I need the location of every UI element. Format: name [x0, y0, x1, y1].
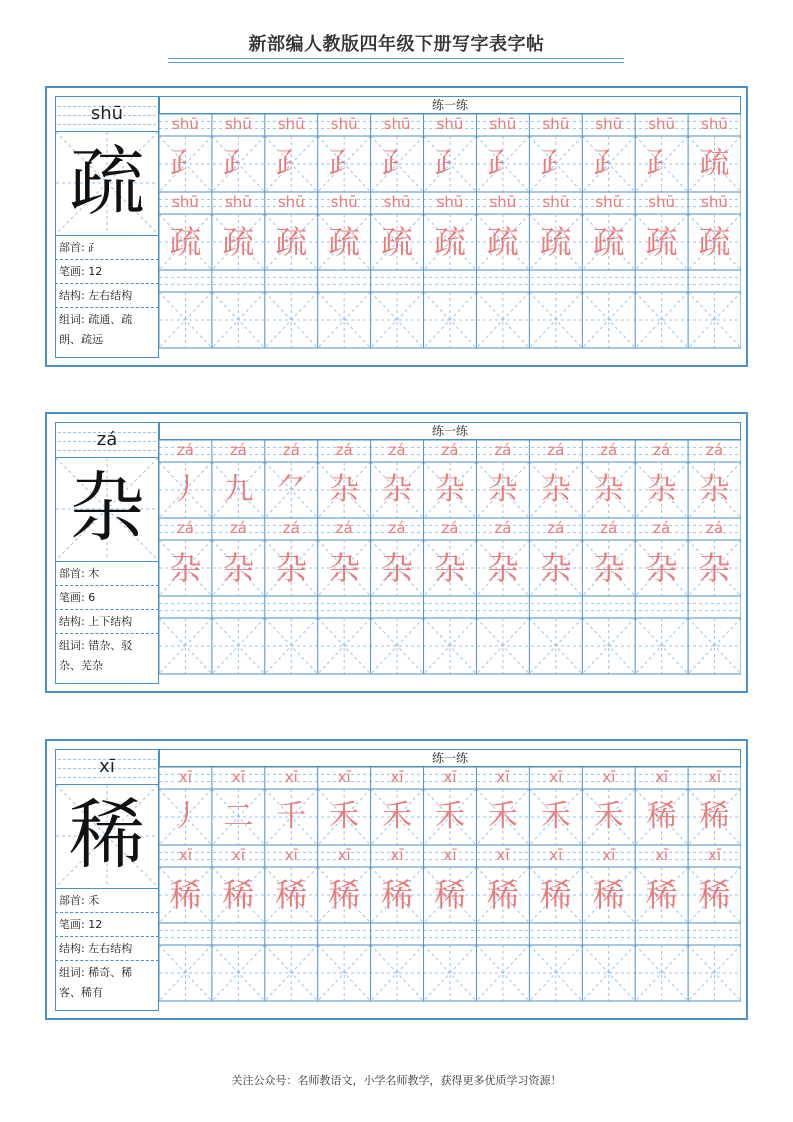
structure-label: 结构: 上下结构	[55, 610, 159, 634]
trace-pinyin: zá	[441, 519, 459, 537]
word-examples-line-1: 组词: 错杂、驳	[59, 639, 133, 652]
trace-character: 疏	[275, 223, 308, 261]
stroke-order-character: 稀	[646, 799, 677, 834]
stroke-order-character: 丿	[170, 472, 201, 507]
trace-pinyin: zá	[441, 441, 459, 459]
word-examples-line-2: 杂、芜杂	[59, 659, 103, 672]
trace-character: 杂	[433, 549, 466, 587]
main-character: 杂	[69, 463, 145, 552]
trace-pinyin: shū	[172, 193, 199, 211]
main-pinyin: zá	[96, 429, 118, 450]
trace-character: 疏	[698, 223, 731, 261]
stroke-order-character: 杂	[540, 472, 571, 507]
character-block	[45, 739, 748, 1020]
stroke-order-character: 杂	[487, 472, 518, 507]
trace-pinyin: shū	[701, 193, 728, 211]
trace-pinyin: zá	[600, 441, 618, 459]
trace-pinyin: zá	[388, 519, 406, 537]
trace-pinyin: xī	[655, 846, 669, 864]
trace-character: 稀	[539, 876, 572, 914]
trace-character: 稀	[222, 876, 255, 914]
trace-pinyin: xī	[655, 768, 669, 786]
trace-character: 疏	[169, 223, 202, 261]
trace-pinyin: xī	[231, 768, 245, 786]
trace-pinyin: zá	[335, 441, 353, 459]
stroke-order-character: 二	[223, 799, 254, 834]
title-rule-bottom	[168, 62, 624, 63]
trace-pinyin: zá	[705, 519, 724, 537]
trace-character: 稀	[381, 876, 414, 914]
stroke-order-character: 九	[223, 472, 254, 507]
trace-character: 疏	[381, 223, 414, 261]
trace-character: 杂	[381, 549, 414, 587]
trace-pinyin: xī	[443, 846, 457, 864]
trace-pinyin: shū	[224, 115, 252, 133]
trace-pinyin: zá	[600, 519, 618, 537]
trace-pinyin: xī	[708, 768, 722, 786]
trace-pinyin: shū	[277, 115, 305, 133]
stroke-order-character: ⺪	[170, 146, 201, 181]
trace-character: 杂	[592, 549, 625, 587]
main-pinyin: shū	[90, 103, 124, 124]
trace-character: 杂	[486, 549, 519, 587]
stroke-order-character: ⺪	[434, 146, 465, 181]
stroke-count-label: 笔画: 12	[55, 913, 159, 937]
trace-pinyin: zá	[547, 519, 565, 537]
stroke-order-character: ⺪	[646, 146, 677, 181]
word-examples-line-1: 组词: 疏通、疏	[59, 313, 133, 326]
trace-pinyin: zá	[494, 519, 512, 537]
trace-character: 疏	[645, 223, 678, 261]
practice-heading: 练一练	[159, 422, 741, 440]
trace-pinyin: zá	[547, 441, 565, 459]
practice-heading: 练一练	[159, 749, 741, 767]
trace-pinyin: shū	[330, 115, 358, 133]
trace-pinyin: shū	[648, 115, 676, 133]
stroke-order-character: 杂	[329, 472, 360, 507]
trace-pinyin: shū	[489, 115, 517, 133]
trace-pinyin: shū	[595, 193, 623, 211]
trace-pinyin: shū	[701, 115, 728, 133]
pinyin-guide-line	[58, 777, 156, 778]
trace-character: 杂	[169, 549, 202, 587]
trace-character: 稀	[433, 876, 466, 914]
trace-pinyin: shū	[330, 193, 358, 211]
trace-pinyin: zá	[229, 441, 247, 459]
trace-pinyin: shū	[436, 115, 464, 133]
trace-character: 杂	[698, 549, 731, 587]
radical-label: 部首: ⺪	[55, 236, 159, 260]
stroke-order-character: ⺪	[487, 146, 518, 181]
trace-character: 稀	[645, 876, 678, 914]
trace-pinyin: xī	[496, 768, 510, 786]
trace-pinyin: xī	[231, 846, 245, 864]
stroke-order-character: 杂	[593, 472, 624, 507]
trace-pinyin: zá	[282, 519, 300, 537]
word-examples-line-1: 组词: 稀奇、稀	[59, 966, 133, 979]
trace-character: 稀	[698, 876, 731, 914]
trace-pinyin: xī	[337, 768, 351, 786]
trace-pinyin: shū	[383, 193, 411, 211]
stroke-count-label: 笔画: 6	[55, 586, 159, 610]
trace-character: 杂	[275, 549, 308, 587]
trace-pinyin: zá	[705, 441, 724, 459]
trace-pinyin: xī	[390, 846, 404, 864]
structure-label: 结构: 左右结构	[55, 937, 159, 961]
stroke-order-character: 禾	[487, 799, 518, 834]
trace-character: 杂	[328, 549, 361, 587]
trace-character: 疏	[592, 223, 625, 261]
stroke-order-character: ⺈	[276, 472, 307, 507]
trace-pinyin: shū	[436, 193, 464, 211]
trace-pinyin: zá	[176, 441, 194, 459]
title-rule-top	[168, 58, 624, 59]
stroke-order-character: 杂	[646, 472, 677, 507]
trace-pinyin: zá	[282, 441, 300, 459]
trace-pinyin: xī	[178, 768, 192, 786]
page-title: 新部编人教版四年级下册写字表字帖	[248, 34, 545, 55]
stroke-order-character: ⺪	[223, 146, 254, 181]
trace-character: 稀	[328, 876, 361, 914]
pinyin-box	[55, 749, 159, 785]
character-block	[45, 412, 748, 693]
trace-character: 疏	[222, 223, 255, 261]
pinyin-box	[55, 96, 159, 132]
practice-heading: 练一练	[159, 96, 741, 114]
stroke-order-character: 禾	[593, 799, 624, 834]
pinyin-guide-line	[58, 124, 156, 125]
trace-pinyin: shū	[595, 115, 623, 133]
trace-character: 稀	[592, 876, 625, 914]
trace-pinyin: shū	[542, 115, 570, 133]
trace-pinyin: shū	[172, 115, 199, 133]
trace-pinyin: xī	[496, 846, 510, 864]
pinyin-guide-line	[58, 450, 156, 451]
trace-pinyin: zá	[653, 441, 671, 459]
word-examples	[55, 634, 159, 684]
word-examples	[55, 961, 159, 1011]
trace-pinyin: xī	[602, 768, 616, 786]
stroke-order-character: 稀	[699, 799, 730, 834]
trace-pinyin: shū	[277, 193, 305, 211]
stroke-order-character: ⺪	[329, 146, 360, 181]
trace-pinyin: xī	[284, 768, 298, 786]
stroke-order-character: 禾	[434, 799, 465, 834]
radical-label: 部首: 禾	[55, 889, 159, 913]
trace-pinyin: shū	[383, 115, 411, 133]
trace-character: 稀	[486, 876, 519, 914]
trace-pinyin: shū	[648, 193, 676, 211]
trace-pinyin: xī	[549, 846, 563, 864]
main-character: 疏	[69, 137, 145, 226]
stroke-order-character: 杂	[434, 472, 465, 507]
word-examples-line-2: 客、稀有	[59, 986, 103, 999]
word-examples-line-2: 朗、疏远	[59, 333, 103, 346]
trace-pinyin: xī	[602, 846, 616, 864]
trace-character: 疏	[539, 223, 572, 261]
trace-pinyin: xī	[178, 846, 192, 864]
stroke-order-character: ⺪	[276, 146, 307, 181]
structure-label: 结构: 左右结构	[55, 284, 159, 308]
trace-character: 疏	[486, 223, 519, 261]
main-character: 稀	[69, 790, 145, 879]
radical-label: 部首: 木	[55, 562, 159, 586]
stroke-order-character: ⺪	[382, 146, 413, 181]
stroke-order-character: 禾	[329, 799, 360, 834]
trace-character: 疏	[328, 223, 361, 261]
main-character-box	[55, 785, 159, 889]
trace-pinyin: shū	[542, 193, 570, 211]
stroke-order-character: 杂	[382, 472, 413, 507]
trace-pinyin: shū	[489, 193, 517, 211]
stroke-order-character: 禾	[382, 799, 413, 834]
trace-pinyin: zá	[494, 441, 512, 459]
trace-pinyin: shū	[224, 193, 252, 211]
trace-pinyin: zá	[388, 441, 406, 459]
main-character-box	[55, 132, 159, 236]
trace-character: 杂	[222, 549, 255, 587]
trace-pinyin: xī	[284, 846, 298, 864]
trace-character: 杂	[645, 549, 678, 587]
trace-character: 杂	[539, 549, 572, 587]
stroke-order-character: 千	[276, 799, 307, 834]
trace-pinyin: xī	[443, 768, 457, 786]
trace-pinyin: xī	[337, 846, 351, 864]
footer-note: 关注公众号：名师教语文，小学名师教学，获得更多优质学习资源！	[231, 1074, 562, 1087]
stroke-order-character: 疏	[699, 146, 730, 181]
pinyin-box	[55, 422, 159, 458]
trace-character: 稀	[275, 876, 308, 914]
trace-pinyin: zá	[335, 519, 353, 537]
stroke-order-character: 丿	[170, 799, 201, 834]
trace-pinyin: xī	[549, 768, 563, 786]
stroke-count-label: 笔画: 12	[55, 260, 159, 284]
main-character-box	[55, 458, 159, 562]
trace-character: 疏	[433, 223, 466, 261]
trace-pinyin: xī	[390, 768, 404, 786]
word-examples	[55, 308, 159, 358]
trace-character: 稀	[169, 876, 202, 914]
trace-pinyin: zá	[229, 519, 247, 537]
trace-pinyin: xī	[708, 846, 722, 864]
main-pinyin: xī	[99, 756, 115, 777]
stroke-order-character: ⺪	[593, 146, 624, 181]
stroke-order-character: 禾	[540, 799, 571, 834]
stroke-order-character: 杂	[699, 472, 730, 507]
trace-pinyin: zá	[176, 519, 194, 537]
character-block	[45, 86, 748, 367]
trace-pinyin: zá	[653, 519, 671, 537]
stroke-order-character: ⺪	[540, 146, 571, 181]
